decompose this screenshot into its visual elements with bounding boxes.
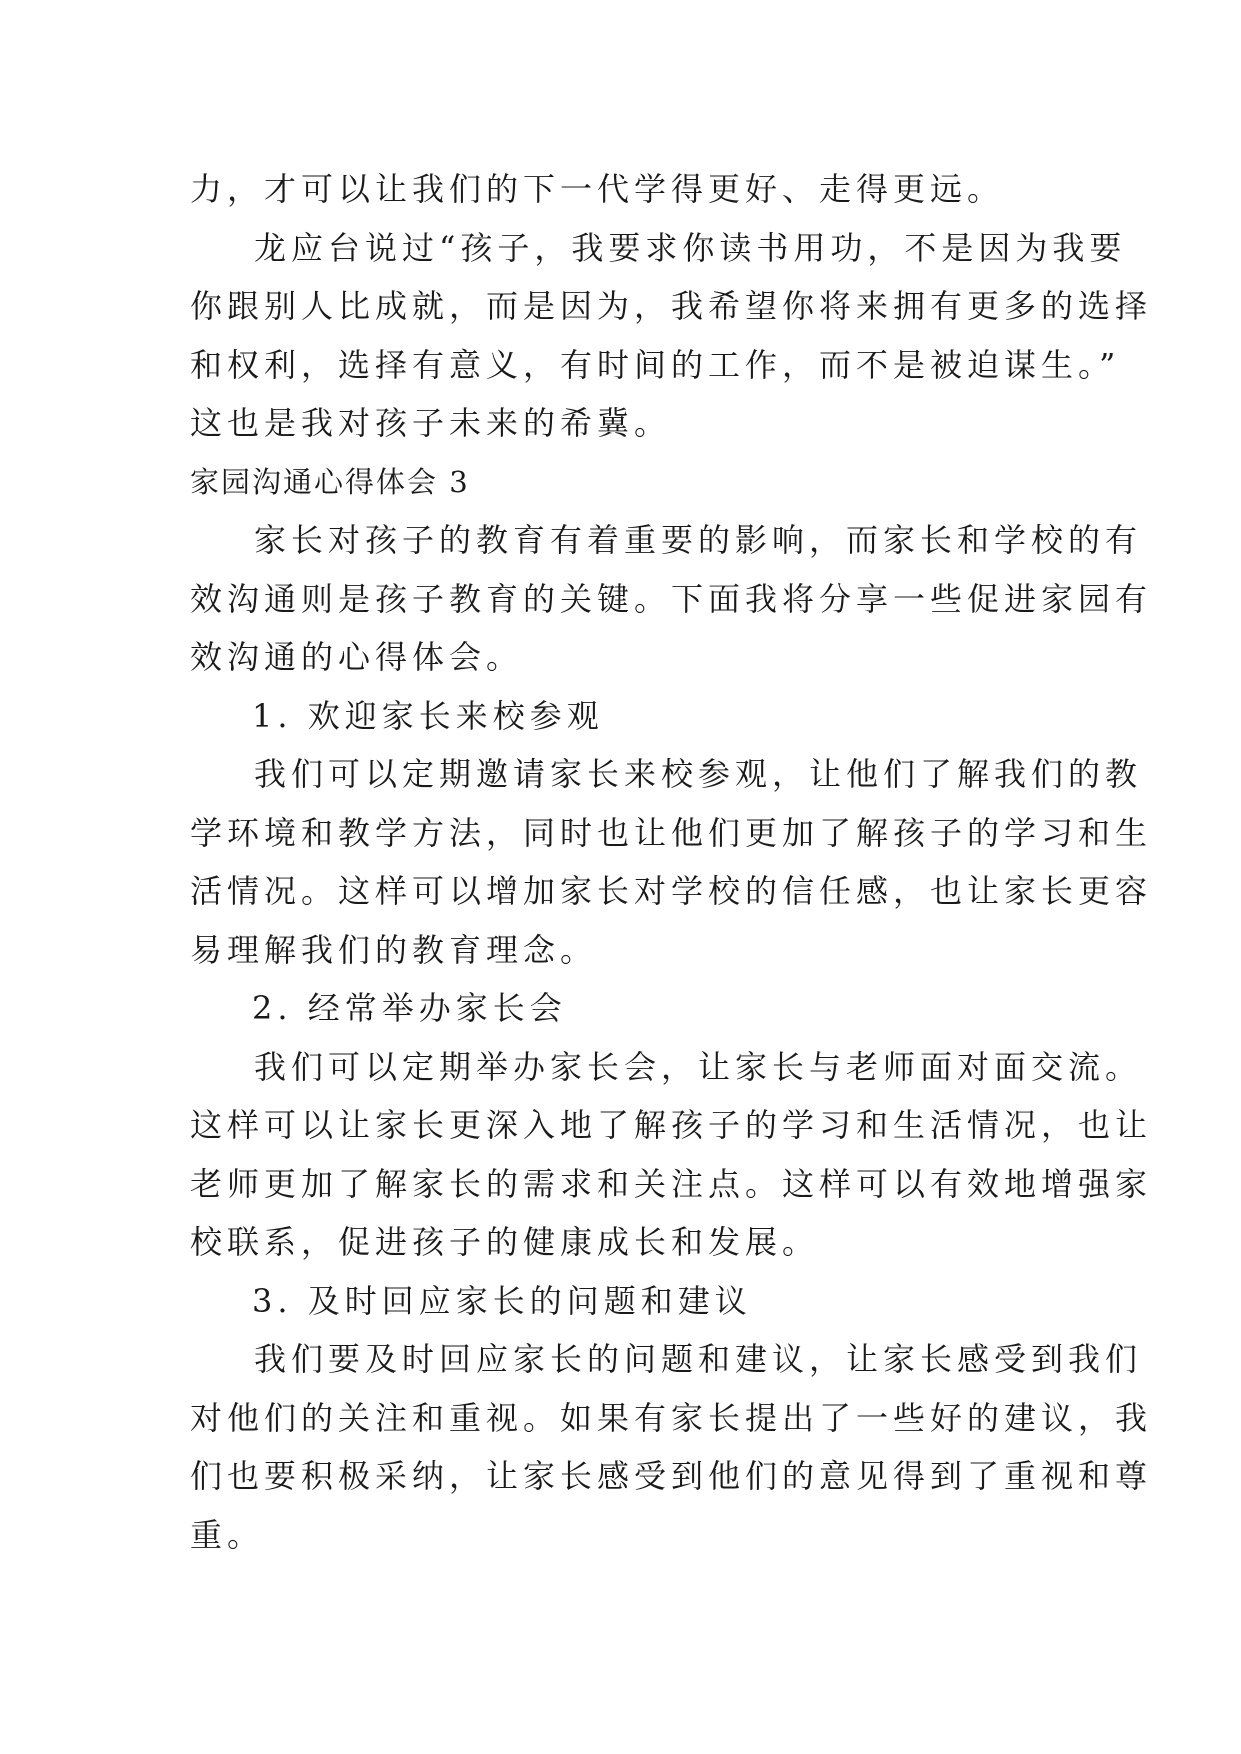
text-line: 学环境和教学方法，同时也让他们更加了解孩子的学习和生 <box>190 813 1153 852</box>
text-line: 家长对孩子的教育有着重要的影响，而家长和学校的有 <box>254 521 1143 559</box>
text-line: 校联系，促进孩子的健康成长和发展。 <box>190 1223 820 1261</box>
text-line: 效沟通的心得体会。 <box>190 638 524 676</box>
text-line: 们也要积极采纳，让家长感受到他们的意见得到了重视和尊 <box>190 1457 1153 1495</box>
text-line: 这样可以让家长更深入地了解孩子的学习和生活情况，也让 <box>190 1106 1153 1144</box>
section-title: 家园沟通心得体会 3 <box>190 464 470 499</box>
numbered-heading: 2. 经常举办家长会 <box>252 989 567 1027</box>
text-line: 老师更加了解家长的需求和关注点。这样可以有效地增强家 <box>190 1164 1153 1203</box>
numbered-heading: 1. 欢迎家长来校参观 <box>252 696 604 735</box>
text-line: 重。 <box>190 1515 265 1554</box>
text-line: 这也是我对孩子未来的希冀。 <box>190 404 672 442</box>
text-line: 对他们的关注和重视。如果有家长提出了一些好的建议，我 <box>190 1398 1153 1437</box>
text-line: 效沟通则是孩子教育的关键。下面我将分享一些促进家园有 <box>190 579 1153 618</box>
text-line: 我们要及时回应家长的问题和建议，让家长感受到我们 <box>254 1340 1143 1378</box>
numbered-heading: 3. 及时回应家长的问题和建议 <box>252 1281 752 1320</box>
text-line: 和权利，选择有意义，有时间的工作，而不是被迫谋生。” <box>190 345 1121 384</box>
document-body <box>190 160 1153 1564</box>
text-line: 活情况。这样可以增加家长对学校的信任感，也让家长更容 <box>190 872 1153 910</box>
text-line: 龙应台说过“孩子，我要求你读书用功，不是因为我要 <box>254 228 1127 267</box>
text-line: 易理解我们的教育理念。 <box>190 930 598 969</box>
text-line: 我们可以定期举办家长会，让家长与老师面对面交流。 <box>254 1047 1143 1086</box>
text-line: 我们可以定期邀请家长来校参观，让他们了解我们的教 <box>254 755 1143 793</box>
text-line: 你跟别人比成就，而是因为，我希望你将来拥有更多的选择 <box>190 287 1153 325</box>
text-line: 力，才可以让我们的下一代学得更好、走得更远。 <box>190 170 1005 208</box>
